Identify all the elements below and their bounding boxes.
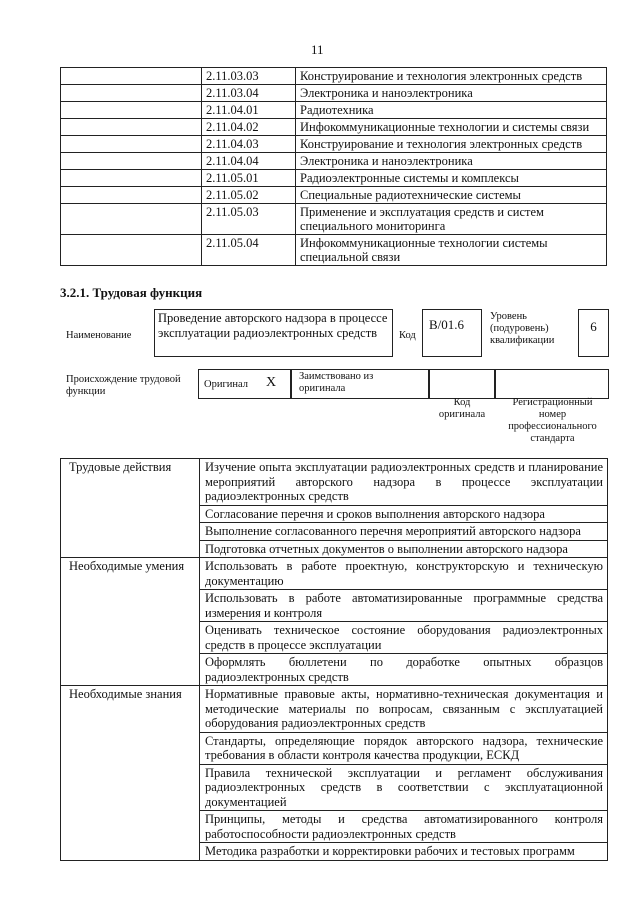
- specialty-code: 2.11.03.04: [202, 85, 296, 102]
- specialty-code: 2.11.05.01: [202, 170, 296, 187]
- section-label: Трудовые действия: [69, 460, 172, 474]
- table-row: [61, 68, 607, 85]
- empty-cell: [61, 204, 202, 235]
- origin-reg-cell: [494, 369, 609, 399]
- specialty-name: Радиоэлектронные системы и комплексы: [296, 170, 607, 187]
- code-label: Код: [399, 330, 416, 341]
- section-item: Методика разработки и корректировки рабочих и тестовых программ: [200, 843, 608, 861]
- specialty-code: 2.11.04.04: [202, 153, 296, 170]
- origin-code-cell: [428, 369, 496, 399]
- section-item: Правила технической эксплуатации и регламент обслуживания радиоэлектронных средств в соответствии с эксплуатационной документацией: [200, 764, 608, 811]
- table-row: [61, 102, 607, 119]
- specialty-code-table: [60, 67, 607, 266]
- table-row: [61, 459, 608, 506]
- original-label: Оригинал: [204, 379, 248, 390]
- empty-cell: [61, 102, 202, 119]
- section-item: Использовать в работе проектную, конструкторскую и техническую документацию: [200, 558, 608, 590]
- specialty-name: Радиотехника: [296, 102, 607, 119]
- section-item: Использовать в работе автоматизированные программные средства измерения и контроля: [200, 590, 608, 622]
- function-name-box: [154, 309, 393, 357]
- table-row: [61, 235, 607, 266]
- function-code: B/01.6: [429, 317, 465, 332]
- function-detail-table: [60, 458, 608, 861]
- table-row: [61, 153, 607, 170]
- empty-cell: [61, 170, 202, 187]
- specialty-code: 2.11.05.03: [202, 204, 296, 235]
- table-row: [61, 187, 607, 204]
- specialty-name: Электроника и наноэлектроника: [296, 153, 607, 170]
- name-label: Наименование: [66, 330, 132, 341]
- section-title: 3.2.1. Трудовая функция: [60, 285, 203, 300]
- section-label: Необходимые умения: [69, 559, 185, 573]
- specialty-code: 2.11.03.03: [202, 68, 296, 85]
- level-label: Уровень (подуровень) квалификации: [490, 311, 555, 346]
- section-item: Согласование перечня и сроков выполнения авторского надзора: [200, 505, 608, 523]
- specialty-name: Конструирование и технология электронных средств: [296, 136, 607, 153]
- section-item: Подготовка отчетных документов о выполнении авторского надзора: [200, 540, 608, 558]
- specialty-name: Конструирование и технология электронных средств: [296, 68, 607, 85]
- section-label: Необходимые знания: [69, 687, 182, 701]
- code-caption: Код оригинала: [438, 397, 486, 420]
- level-box: [578, 309, 609, 357]
- specialty-name: Применение и эксплуатация средств и систем специального мониторинга: [296, 204, 607, 235]
- borrowed-label: Заимствовано из оригинала: [299, 371, 374, 394]
- section-item: Изучение опыта эксплуатации радиоэлектронных средств и планирование мероприятий авторского надзора в процессе эксплуатации радиоэлектронных средств: [200, 459, 608, 506]
- section-item: Выполнение согласованного перечня мероприятий авторского надзора: [200, 523, 608, 541]
- specialty-name: Инфокоммуникационные технологии и системы связи: [296, 119, 607, 136]
- table-row: [61, 119, 607, 136]
- origin-label: Происхождение трудовой функции: [66, 374, 181, 397]
- function-code-box: [422, 309, 482, 357]
- specialty-code: 2.11.05.04: [202, 235, 296, 266]
- section-category: [61, 558, 200, 686]
- section-item: Оформлять бюллетени по доработке опытных образцов радиоэлектронных средств: [200, 654, 608, 686]
- empty-cell: [61, 119, 202, 136]
- table-row: [61, 136, 607, 153]
- specialty-name: Инфокоммуникационные технологии системы специальной связи: [296, 235, 607, 266]
- empty-cell: [61, 153, 202, 170]
- specialty-code: 2.11.04.02: [202, 119, 296, 136]
- empty-cell: [61, 136, 202, 153]
- section-item: Принципы, методы и средства автоматизированного контроля работоспособности радиоэлектронных средств: [200, 811, 608, 843]
- specialty-code: 2.11.04.03: [202, 136, 296, 153]
- section-item: Оценивать техническое состояние оборудования радиоэлектронных средств в процессе эксплуатации: [200, 622, 608, 654]
- specialty-code: 2.11.05.02: [202, 187, 296, 204]
- level-value: 6: [590, 319, 597, 334]
- empty-cell: [61, 187, 202, 204]
- specialty-name: Электроника и наноэлектроника: [296, 85, 607, 102]
- section-category: [61, 459, 200, 558]
- empty-cell: [61, 235, 202, 266]
- specialty-name: Специальные радиотехнические системы: [296, 187, 607, 204]
- origin-original-cell: [198, 369, 292, 399]
- empty-cell: [61, 68, 202, 85]
- section-item: Нормативные правовые акты, нормативно-техническая документация и методические материалы по вопросам, связанным с эксплуатацией оборудования радиоэлектронных средств: [200, 686, 608, 733]
- table-row: [61, 204, 607, 235]
- section-category: [61, 686, 200, 861]
- table-row: [61, 686, 608, 733]
- origin-borrowed-cell: [290, 369, 430, 399]
- table-row: [61, 170, 607, 187]
- empty-cell: [61, 85, 202, 102]
- table-row: [61, 85, 607, 102]
- function-name: Проведение авторского надзора в процессе эксплуатации радиоэлектронных средств: [158, 311, 388, 340]
- table-row: [61, 558, 608, 590]
- page-number: 11: [311, 42, 324, 57]
- reg-caption: Регистрационный номер профессионального стандарта: [508, 397, 597, 444]
- section-item: Стандарты, определяющие порядок авторского надзора, технические требования в области контроля качества продукции, ЕСКД: [200, 732, 608, 764]
- original-mark: X: [266, 375, 277, 390]
- specialty-code: 2.11.04.01: [202, 102, 296, 119]
